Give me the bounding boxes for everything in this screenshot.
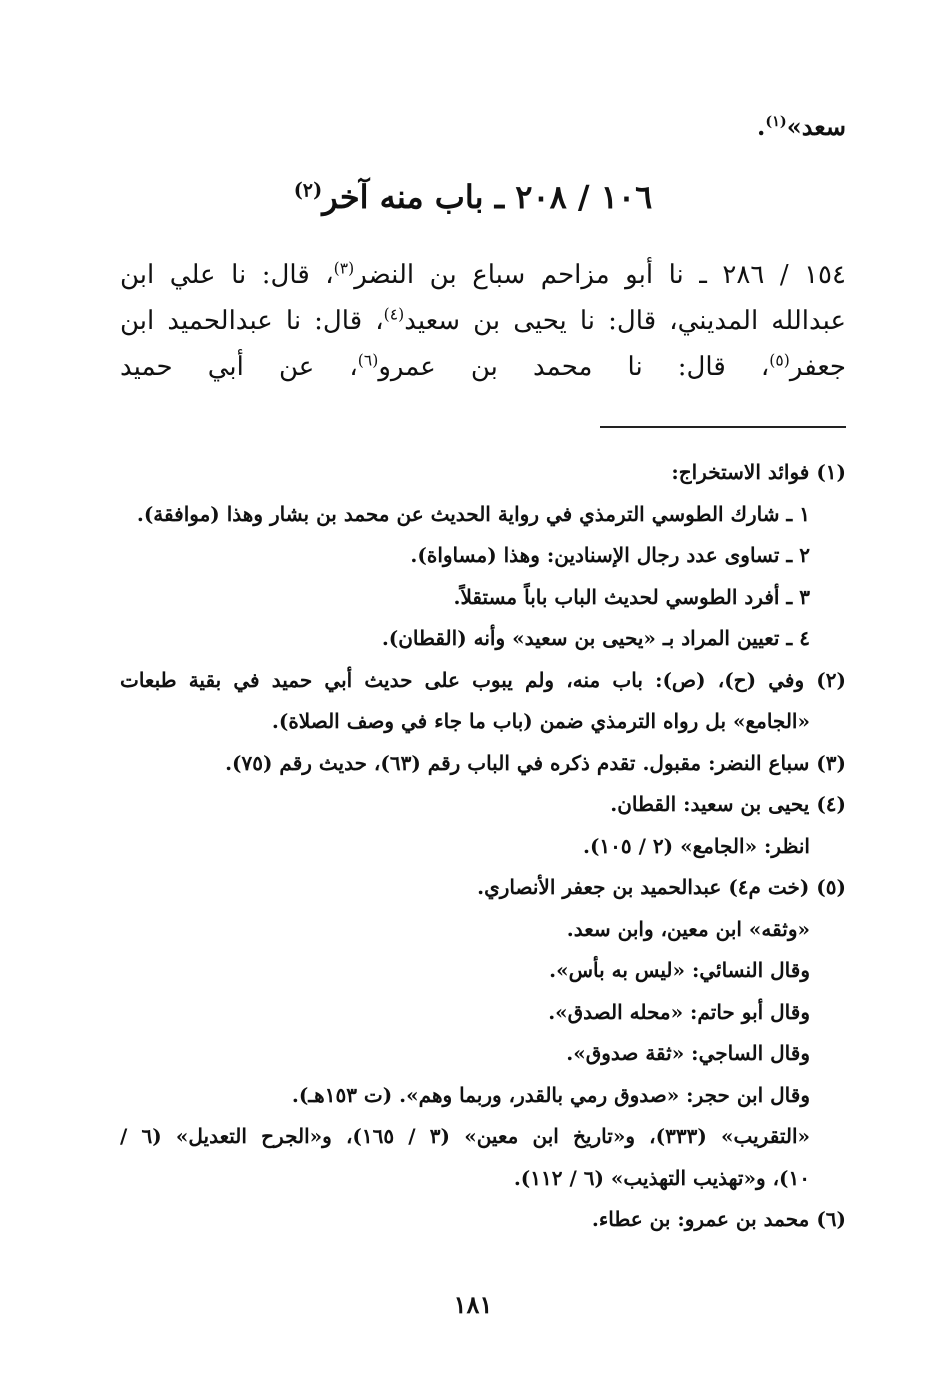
footnote-line: ١٠)، و«تهذيب التهذيب» (٦ / ١١٢). xyxy=(513,1165,810,1190)
carryover-text: سعد» xyxy=(786,112,846,141)
footnote-marker: (٣) xyxy=(333,259,355,278)
footnote-line: وقال النسائي: «ليس به بأس». xyxy=(549,958,810,982)
footnote-line: وقال أبو حاتم: «محله الصدق». xyxy=(548,999,810,1024)
page-number: ١٨١ xyxy=(453,1290,493,1319)
hadith-text xyxy=(120,252,846,390)
footnote-marker: (٢) xyxy=(293,178,323,202)
text-segment: ، قال: نا علي ابن xyxy=(120,260,334,290)
section-heading xyxy=(120,178,826,216)
footnotes xyxy=(120,452,846,1241)
hadith-line-1 xyxy=(120,252,846,298)
footnote-line: ٤ ـ تعيين المراد بـ «يحيى بن سعيد» وأنه (القطان). xyxy=(381,626,810,650)
text-segment: ١٥٤ / ٢٨٦ ـ نا أبو مزاحم سباع بن النضر xyxy=(354,260,846,290)
footnote-line: وقال ابن حجر: «صدوق رمي بالقدر، وربما وهم». (ت ١٥٣هـ). xyxy=(291,1082,810,1107)
hadith-line-2 xyxy=(120,298,846,344)
footnote-line: ١ ـ شارك الطوسي الترمذي في رواية الحديث عن محمد بن بشار وهذا (موافقة). xyxy=(136,501,810,526)
hadith-line-3 xyxy=(120,344,846,390)
carryover-line xyxy=(546,112,846,141)
footnote-line: وقال الساجي: «ثقة صدوق». xyxy=(566,1041,810,1065)
footnote-marker: (٤) xyxy=(383,305,405,324)
footnote-marker: (٦) xyxy=(357,351,379,370)
footnote-line: (٦) محمد بن عمرو: بن عطاء. xyxy=(591,1207,846,1231)
footnote-marker: (٥) xyxy=(769,351,790,370)
text-segment: جعفر xyxy=(789,352,846,382)
footnote-line: «الجامع» بل رواه الترمذي ضمن (باب ما جاء في وصف الصلاة). xyxy=(271,709,810,733)
heading-text: ١٠٦ / ٢٠٨ ـ باب منه آخر xyxy=(322,178,653,216)
text-segment: ، عن أبي حميد xyxy=(120,352,358,382)
footnote-separator xyxy=(600,426,846,428)
footnote-line: انظر: «الجامع» (٢ / ١٠٥). xyxy=(582,833,810,858)
footnote-line: (٣) سباع النضر: مقبول. تقدم ذكره في الباب رقم (٦٣)، حديث رقم (٧٥). xyxy=(225,750,846,775)
text-segment: ، قال: نا محمد بن عمرو xyxy=(378,352,770,382)
text-segment: ، قال: نا عبدالحميد ابن xyxy=(120,306,384,336)
footnote-line: ٣ ـ أفرد الطوسي لحديث الباب باباً مستقلاً. xyxy=(453,584,810,609)
footnote-line: (٢) وفي (ح)، (ص): باب منه، ولم يبوب على حديث أبي حميد في بقية طبعات xyxy=(120,667,846,692)
footnote-line: «التقريب» (٣٣٣)، و«تاريخ ابن معين» (٣ / ١٦٥)، و«الجرح التعديل» (٦ / xyxy=(120,1124,810,1148)
footnote-line: «وثقه» ابن معين، وابن سعد. xyxy=(566,916,810,941)
footnote-line: (٥) (خت م٤) عبدالحميد بن جعفر الأنصاري. xyxy=(477,875,846,899)
text-segment: عبدالله المديني، قال: نا يحيى بن سعيد xyxy=(404,306,846,336)
footnote-line: (١) فوائد الاستخراج: xyxy=(671,460,846,484)
footnote-line: ٢ ـ تساوى عدد رجال الإسنادين: وهذا (مساواة). xyxy=(410,543,810,567)
carryover-end: . xyxy=(756,112,766,141)
footnote-line: (٤) يحيى بن سعيد: القطان. xyxy=(610,792,846,816)
footnote-marker: (١) xyxy=(765,113,787,130)
